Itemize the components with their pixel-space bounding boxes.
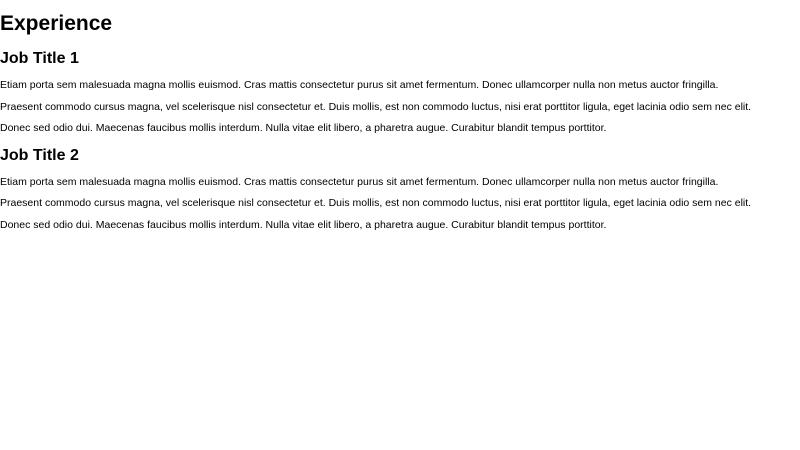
job-title: Job Title 2: [0, 147, 79, 164]
job-description-paragraph: Praesent commodo cursus magna, vel scelerisque nisl consectetur et. Duis mollis, est non commodo luctus, nisi erat porttitor ligula, eget lacinia odio sem nec elit.: [0, 197, 752, 209]
section-title: Experience: [0, 12, 113, 35]
job-title: Job Title 1: [0, 50, 79, 67]
job-description-paragraph: Donec sed odio dui. Maecenas faucibus mollis interdum. Nulla vitae elit libero, a pharetra augue. Curabitur blandit tempus porttitor.: [0, 122, 607, 134]
job-description-paragraph: Praesent commodo cursus magna, vel scelerisque nisl consectetur et. Duis mollis, est non commodo luctus, nisi erat porttitor ligula, eget lacinia odio sem nec elit.: [0, 101, 752, 113]
job-description-paragraph: Etiam porta sem malesuada magna mollis euismod. Cras mattis consectetur purus sit amet fermentum. Donec ullamcorper nulla non metus auctor fringilla.: [0, 176, 719, 188]
job-description-paragraph: Etiam porta sem malesuada magna mollis euismod. Cras mattis consectetur purus sit amet fermentum. Donec ullamcorper nulla non metus auctor fringilla.: [0, 79, 719, 91]
job-description-paragraph: Donec sed odio dui. Maecenas faucibus mollis interdum. Nulla vitae elit libero, a pharetra augue. Curabitur blandit tempus porttitor.: [0, 219, 607, 231]
